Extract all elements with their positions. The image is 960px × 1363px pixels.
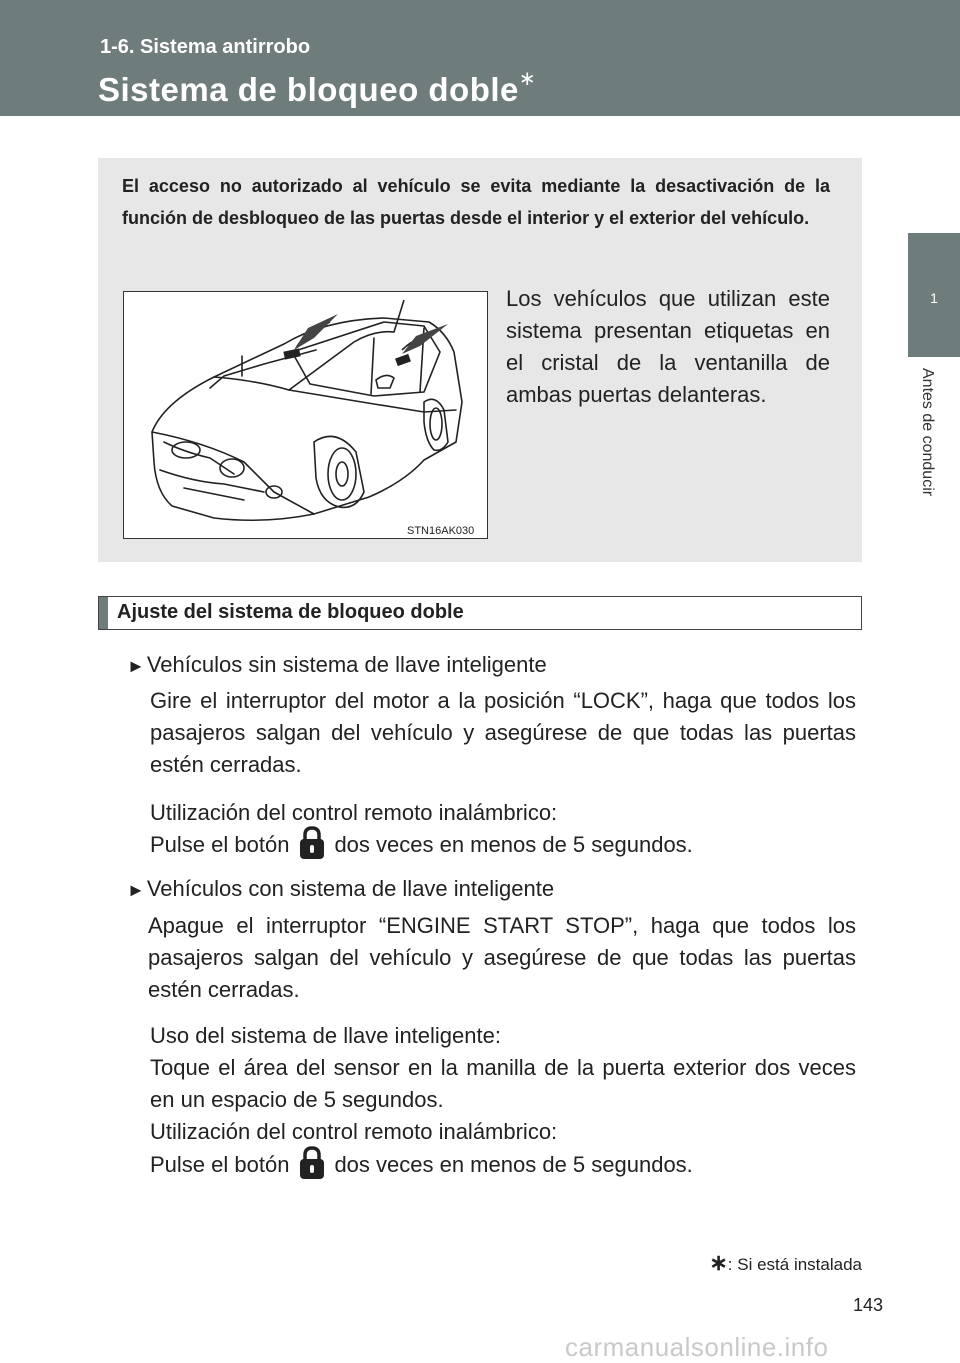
remote-text-a: Pulse el botón xyxy=(150,1152,290,1177)
footnote-marker: ∗ xyxy=(709,1250,728,1275)
optional-marker: ∗ xyxy=(518,68,537,90)
chapter-label xyxy=(915,368,939,538)
section-heading-text: Ajuste del sistema de bloqueo doble xyxy=(117,601,464,623)
list-item-no-smart-key xyxy=(127,652,547,678)
figure-note: Los vehículos que utilizan este sistema presentan etiquetas en el cristal de la ventanilla de ambas puertas delanteras. xyxy=(506,286,830,407)
page-title-text: Sistema de bloqueo doble xyxy=(98,71,519,108)
triangle-bullet-icon: ► xyxy=(127,656,145,676)
section-label: 1-6. Sistema antirrobo xyxy=(100,36,311,58)
intro-text: El acceso no autorizado al vehículo se evita mediante la desactivación de la función de desbloqueo de las puertas desde el interior y el exterior del vehículo. xyxy=(122,176,830,228)
paragraph-lock-position: Gire el interruptor del motor a la posición “LOCK”, haga que todos los pasajeros salgan del vehículo y asegúrese de que todas las puertas estén cerradas. xyxy=(150,688,856,777)
paragraph-engine-stop: Apague el interruptor “ENGINE START STOP”, haga que todos los pasajeros salgan del vehículo y asegúrese de que todas las puertas estén cerradas. xyxy=(148,913,856,1002)
remote-text-a: Pulse el botón xyxy=(150,832,290,857)
smart-key-instruction: Toque el área del sensor en la manilla de la puerta exterior dos veces en un espacio de 5 segundos. xyxy=(150,1055,856,1112)
footnote xyxy=(709,1250,862,1276)
page-number: 143 xyxy=(853,1295,884,1315)
section-heading-bar xyxy=(99,597,108,629)
chapter-number: 1 xyxy=(930,290,938,306)
car-illustration xyxy=(123,291,488,539)
list-item-label: Vehículos sin sistema de llave inteligente xyxy=(146,652,547,677)
remote-text-b: dos veces en menos de 5 segundos. xyxy=(334,832,693,857)
page-title xyxy=(98,70,536,109)
car-drawing xyxy=(124,292,487,538)
figure-code: STN16AK030 xyxy=(407,525,475,537)
remote-title: Utilización del control remoto inalámbrico: xyxy=(150,800,558,825)
footnote-text: : Si está instalada xyxy=(727,1255,862,1274)
list-item-smart-key xyxy=(127,876,554,902)
remote-text-b: dos veces en menos de 5 segundos. xyxy=(334,1152,693,1177)
chapter-label-text: Antes de conducir xyxy=(919,368,936,497)
triangle-bullet-icon: ► xyxy=(127,880,145,900)
remote-instruction-2 xyxy=(150,1149,856,1183)
lock-icon xyxy=(299,1146,325,1180)
page-header xyxy=(0,0,960,116)
smart-key-title: Uso del sistema de llave inteligente: xyxy=(150,1023,501,1048)
section-heading xyxy=(98,596,862,630)
watermark: carmanualsonline.info xyxy=(565,1332,829,1362)
lock-icon xyxy=(299,826,325,860)
remote-title-2: Utilización del control remoto inalámbrico: xyxy=(150,1119,558,1144)
remote-instruction xyxy=(150,829,856,863)
list-item-label: Vehículos con sistema de llave inteligente xyxy=(146,876,555,901)
